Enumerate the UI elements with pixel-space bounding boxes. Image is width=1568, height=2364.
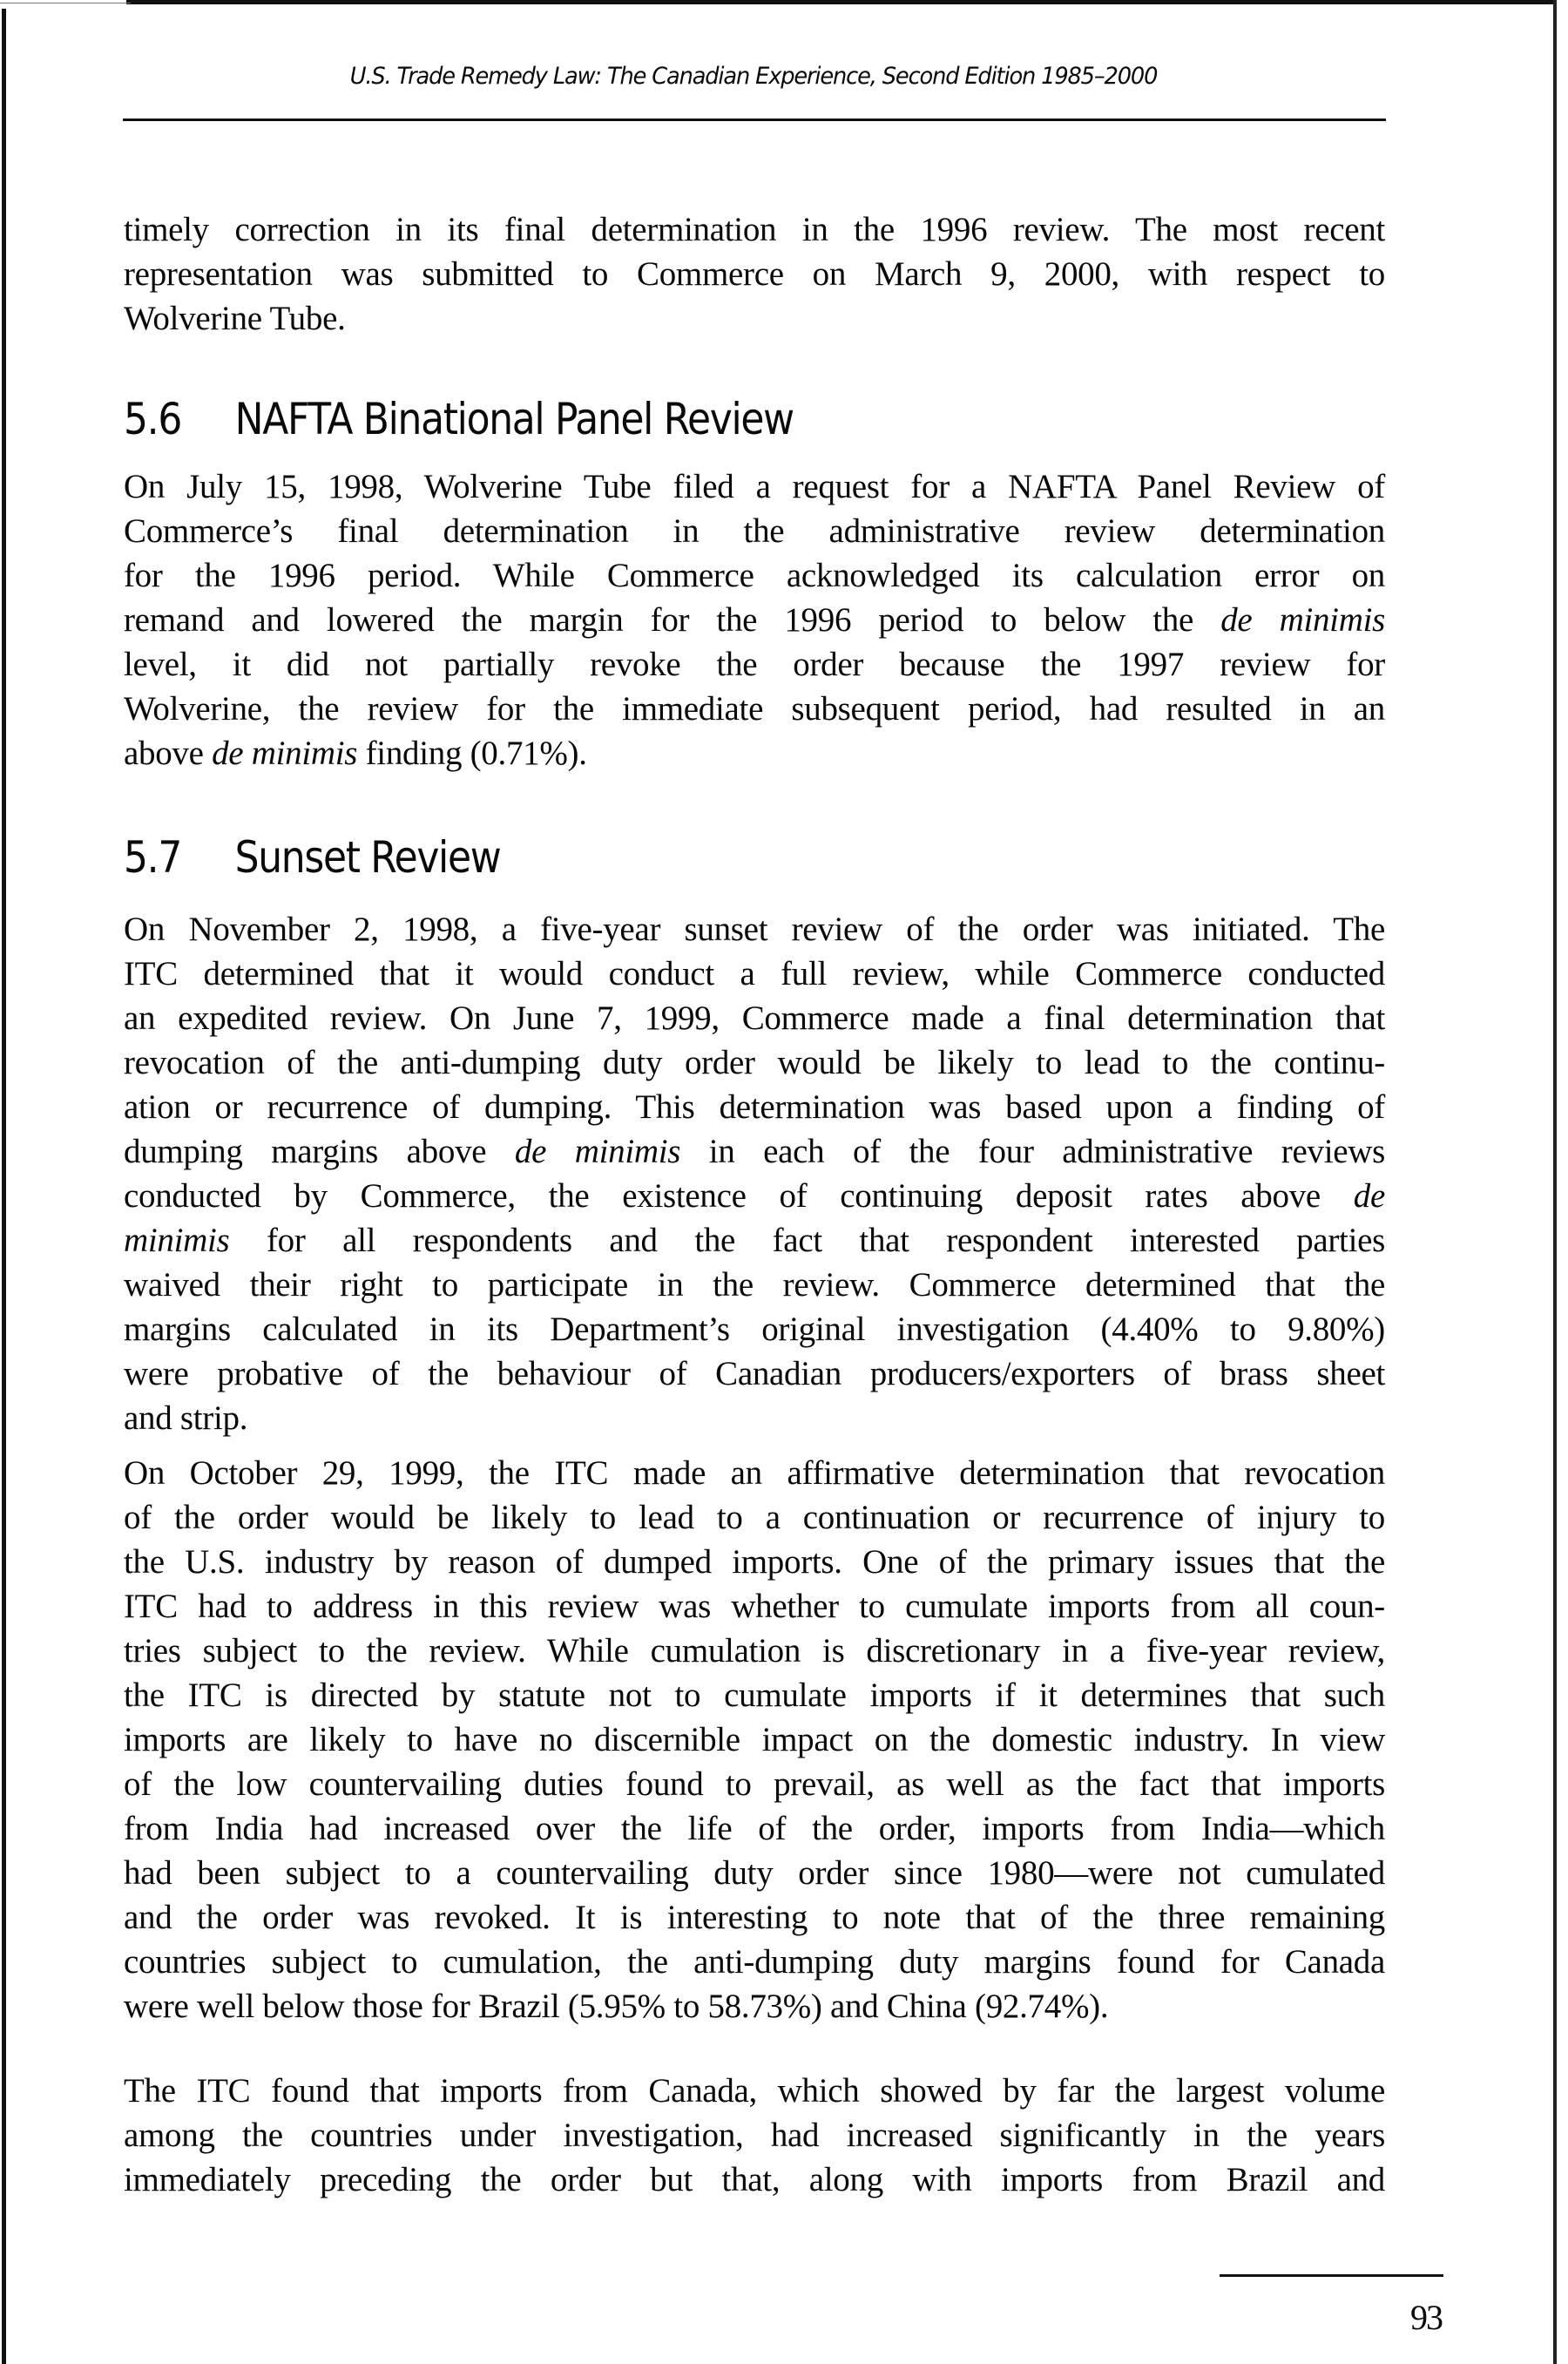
text-line: remand and lowered the margin for the 1996 period to below the de minimis bbox=[124, 601, 1385, 639]
text-line: margins calculated in its Department’s original investigation (4.40% to 9.80%) bbox=[124, 1311, 1385, 1348]
opening-paragraph bbox=[124, 207, 1385, 341]
running-header: U.S. Trade Remedy Law: The Canadian Experience, Second Edition 1985–2000 bbox=[349, 63, 1158, 90]
text-line: ITC had to address in this review was whether to cumulate imports from all coun- bbox=[124, 1588, 1385, 1625]
italic-term: de bbox=[1353, 1177, 1385, 1215]
section-5-7-paragraph-1 bbox=[124, 907, 1385, 1440]
italic-term: de minimis bbox=[1220, 601, 1385, 639]
text-line: an expedited review. On June 7, 1999, Commerce made a final determination that bbox=[124, 999, 1385, 1037]
section-number: 5.6 bbox=[124, 394, 182, 444]
section-heading-5-6 bbox=[124, 394, 794, 444]
text-line: The ITC found that imports from Canada, which showed by far the largest volume bbox=[124, 2072, 1385, 2110]
text-line: ation or recurrence of dumping. This determination was based upon a finding of bbox=[124, 1088, 1385, 1126]
section-title: NAFTA Binational Panel Review bbox=[234, 394, 794, 444]
section-5-7-paragraph-3 bbox=[124, 2069, 1385, 2202]
text-line: were probative of the behaviour of Canadian producers/exporters of brass sheet bbox=[124, 1355, 1385, 1392]
page-number: 93 bbox=[1410, 2298, 1442, 2337]
text-line: and strip. bbox=[124, 1399, 248, 1437]
text-line: level, it did not partially revoke the order because the 1997 review for bbox=[124, 646, 1385, 683]
text-line: tries subject to the review. While cumulation is discretionary in a five-year review, bbox=[124, 1632, 1385, 1670]
text-line: of the order would be likely to lead to a continuation or recurrence of injury to bbox=[124, 1499, 1385, 1536]
text-line: from India had increased over the life of the order, imports from India—which bbox=[124, 1810, 1385, 1847]
section-heading-5-7 bbox=[124, 832, 500, 883]
section-title: Sunset Review bbox=[234, 832, 501, 883]
text-line: of the low countervailing duties found to prevail, as well as the fact that imports bbox=[124, 1765, 1385, 1803]
text-line: timely correction in its final determination in the 1996 review. The most recent bbox=[124, 211, 1385, 248]
text-line: On July 15, 1998, Wolverine Tube filed a request for a NAFTA Panel Review of bbox=[124, 468, 1385, 505]
text-line: On October 29, 1999, the ITC made an affirmative determination that revocation bbox=[124, 1454, 1385, 1492]
text-line: revocation of the anti-dumping duty order would be likely to lead to the continu- bbox=[124, 1044, 1385, 1081]
text-line: Wolverine, the review for the immediate subsequent period, had resulted in an bbox=[124, 690, 1385, 728]
text-line: imports are likely to have no discernible impact on the domestic industry. In view bbox=[124, 1721, 1385, 1758]
italic-term: de minimis bbox=[212, 735, 358, 772]
section-5-6-paragraph bbox=[124, 464, 1385, 776]
text-line: among the countries under investigation, had increased significantly in the years bbox=[124, 2117, 1385, 2154]
scan-border-left bbox=[2, 9, 6, 2364]
footer-rule bbox=[1220, 2274, 1443, 2277]
text-line: and the order was revoked. It is interesting to note that of the three remaining bbox=[124, 1899, 1385, 1936]
scan-border-top bbox=[126, 0, 1555, 4]
header-rule bbox=[123, 119, 1386, 121]
text-line: ITC determined that it would conduct a full review, while Commerce conducted bbox=[124, 955, 1385, 992]
text-line: above de minimis finding (0.71%). bbox=[124, 735, 587, 772]
text-line: had been subject to a countervailing duty order since 1980—were not cumulated bbox=[124, 1854, 1385, 1892]
text-line: On November 2, 1998, a five-year sunset review of the order was initiated. The bbox=[124, 911, 1385, 948]
text-line: for the 1996 period. While Commerce acknowledged its calculation error on bbox=[124, 557, 1385, 594]
text-line: the ITC is directed by statute not to cumulate imports if it determines that such bbox=[124, 1676, 1385, 1714]
text-line: Commerce’s final determination in the administrative review determination bbox=[124, 512, 1385, 550]
text-line: Wolverine Tube. bbox=[124, 300, 346, 337]
text-line: waived their right to participate in the review. Commerce determined that the bbox=[124, 1266, 1385, 1304]
text-line: dumping margins above de minimis in each of the four administrative reviews bbox=[124, 1133, 1385, 1170]
italic-term: minimis bbox=[124, 1222, 230, 1259]
text-line: immediately preceding the order but that, along with imports from Brazil and bbox=[124, 2161, 1385, 2198]
scan-border-right bbox=[1553, 0, 1557, 2364]
section-number: 5.7 bbox=[124, 832, 182, 883]
text-line: conducted by Commerce, the existence of continuing deposit rates above de bbox=[124, 1177, 1385, 1215]
text-line: were well below those for Brazil (5.95% to 58.73%) and China (92.74%). bbox=[124, 1988, 1109, 2025]
text-line: minimis for all respondents and the fact that respondent interested parties bbox=[124, 1222, 1385, 1259]
section-5-7-paragraph-2 bbox=[124, 1451, 1385, 2029]
text-line: countries subject to cumulation, the anti-dumping duty margins found for Canada bbox=[124, 1943, 1385, 1981]
text-line: the U.S. industry by reason of dumped imports. One of the primary issues that the bbox=[124, 1543, 1385, 1581]
text-line: representation was submitted to Commerce on March 9, 2000, with respect to bbox=[124, 255, 1385, 293]
italic-term: de minimis bbox=[514, 1133, 681, 1170]
